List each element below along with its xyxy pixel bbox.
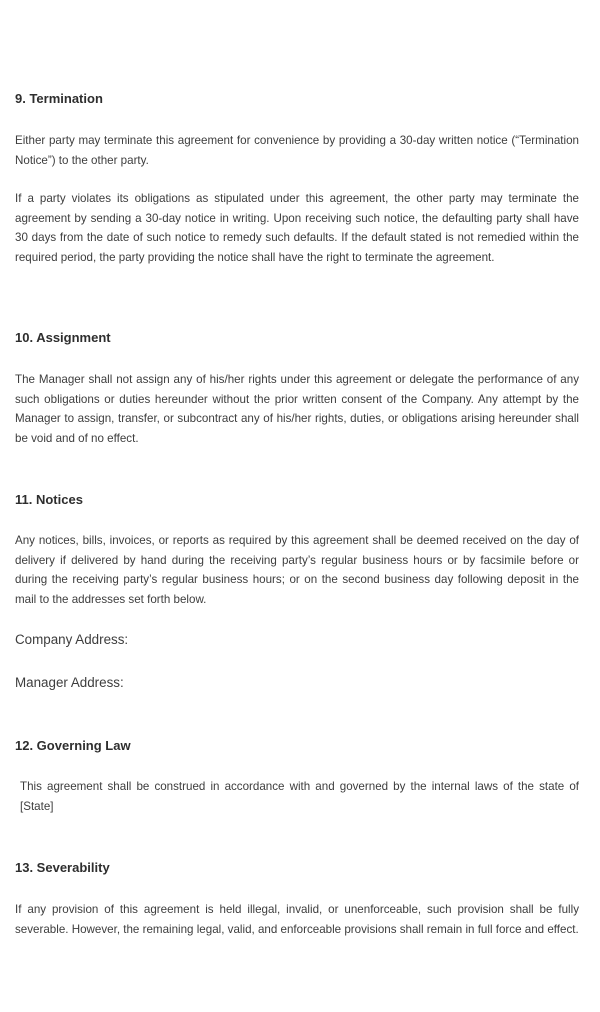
section-heading-termination: 9. Termination [15, 91, 103, 106]
company-address-label: Company Address: [15, 632, 129, 647]
termination-paragraph-1: Either party may terminate this agreement for convenience by providing a 30-day written notice (“Termination Notice”) to the other party. [15, 134, 579, 167]
section-heading-assignment: 10. Assignment [15, 330, 111, 345]
section-heading-governing-law: 12. Governing Law [15, 738, 131, 753]
governing-law-paragraph-1: This agreement shall be construed in accordance with and governed by the internal laws of the state of [State] [20, 780, 579, 813]
assignment-paragraph-1: The Manager shall not assign any of his/her rights under this agreement or delegate the performance of any such obligations or duties hereunder without the prior written consent of the Company. Any attempt by the Manager to assign, transfer, or subcontract any of his/her rights, duties, or obligations arising hereunder shall be void and of no effect. [15, 373, 579, 445]
section-heading-severability: 13. Severability [15, 860, 110, 875]
section-heading-notices: 11. Notices [15, 492, 83, 507]
manager-address-label: Manager Address: [15, 675, 124, 690]
notices-paragraph-1: Any notices, bills, invoices, or reports as required by this agreement shall be deemed received on the day of delivery if delivered by hand during the receiving party’s regular business hours or by facsimile before or during the receiving party’s regular business hours; or on the second business day following deposit in the mail to the addresses set forth below. [15, 534, 579, 606]
termination-paragraph-2: If a party violates its obligations as stipulated under this agreement, the other party may terminate the agreement by sending a 30-day notice in writing. Upon receiving such notice, the defaulting party shall have 30 days from the date of such notice to remedy such defaults. If the default stated is not remedied within the required period, the party providing the notice shall have the right to terminate the agreement. [15, 192, 579, 264]
severability-paragraph-1: If any provision of this agreement is held illegal, invalid, or unenforceable, such provision shall be fully severable. However, the remaining legal, valid, and enforceable provisions shall remain in full force and effect. [15, 903, 579, 936]
